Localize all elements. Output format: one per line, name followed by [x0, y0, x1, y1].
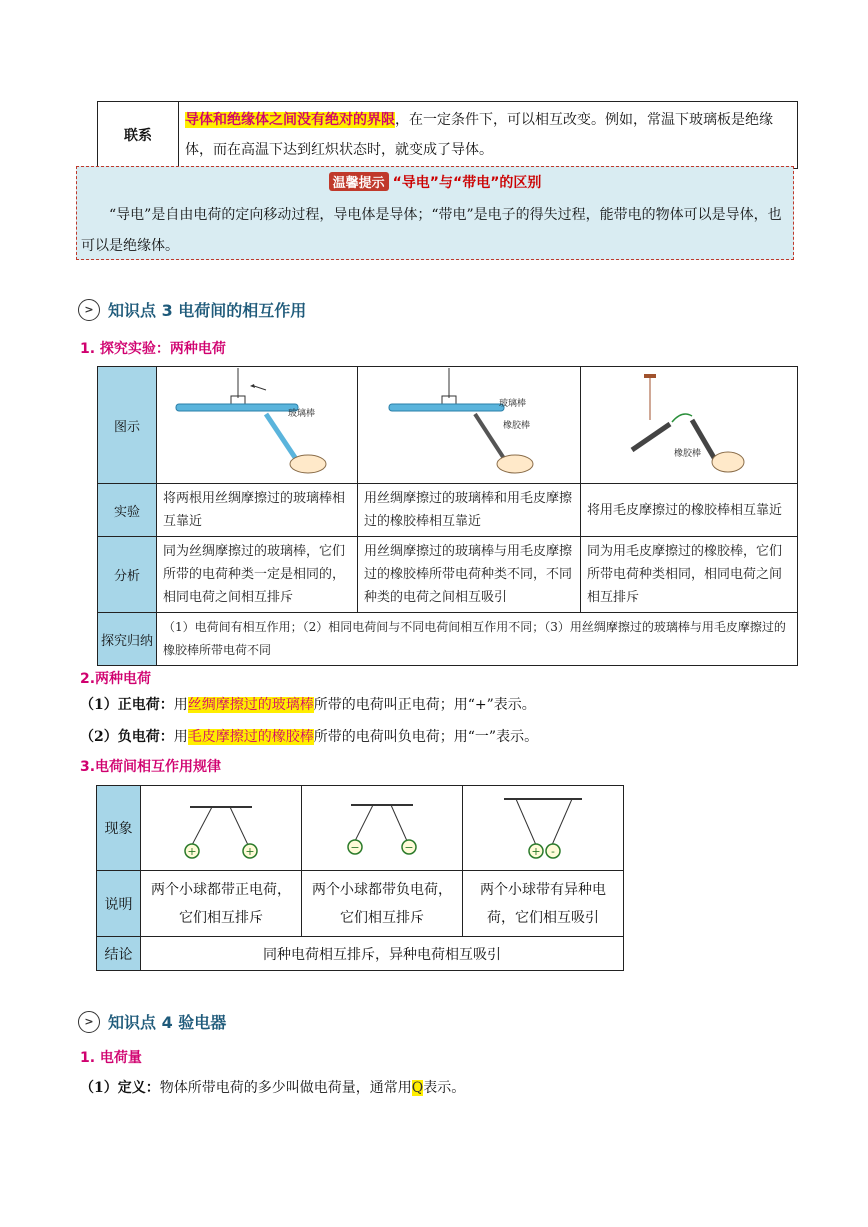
law-table — [96, 785, 624, 971]
section3-title: 知识点 3 电荷间的相互作用 — [108, 301, 307, 320]
phenomenon-opposite — [463, 786, 624, 871]
figure-cell-3 — [581, 367, 798, 484]
glass-glass-figure — [158, 368, 356, 482]
definition-line — [80, 1077, 465, 1097]
lianxi-text: ，在一定条件下，可以相互改变。例如，常温下玻璃板是绝缘体，而在高温下达到红炽状态时，就变成了导体。 — [185, 112, 773, 158]
note-negative: 两个小球都带负电荷，它们相互排斥 — [302, 871, 463, 937]
minus-icon: − — [350, 841, 360, 854]
law-label-note: 说明 — [97, 871, 141, 937]
positive-charge-line — [80, 694, 536, 714]
definition-pre: 物体所带电荷的多少叫做电荷量，通常用 — [159, 1080, 412, 1096]
law-label-phenomenon: 现象 — [97, 786, 141, 871]
definition-highlight: Q — [411, 1080, 424, 1096]
opposite-balls-figure — [464, 787, 622, 869]
figure-cell-2 — [358, 367, 581, 484]
glass-rod-label-2: 玻璃棒 — [499, 399, 527, 409]
phenomenon-positive — [141, 786, 302, 871]
definition-post: 表示。 — [423, 1080, 466, 1096]
tip-badge: 温馨提示 — [329, 172, 389, 191]
negative-pre: 用 — [173, 729, 188, 745]
conclusion-text: （1）电荷间有相互作用；（2）相同电荷间与不同电荷间相互作用不同；（3）用丝绸摩擦过的玻璃棒与用毛皮摩擦过的橡胶棒所带电荷不同 — [157, 613, 798, 666]
lianxi-highlight: 导体和绝缘体之间没有绝对的界限 — [185, 112, 395, 128]
lianxi-content — [179, 102, 798, 169]
experiment-2: 用丝绸摩擦过的玻璃棒和用毛皮摩擦过的橡胶棒相互靠近 — [358, 484, 581, 537]
plus-icon: + — [245, 845, 255, 858]
lianxi-table — [97, 101, 798, 169]
tip-title-row — [77, 172, 793, 192]
analysis-3: 同为用毛皮摩擦过的橡胶棒，它们所带电荷种类相同，相同电荷之间相互排斥 — [581, 537, 798, 613]
definition-label: （1）定义： — [80, 1080, 160, 1096]
positive-label: （1）正电荷： — [80, 697, 174, 713]
negative-post: 所带的电荷叫负电荷；用“一”表示。 — [313, 729, 539, 745]
positive-balls-figure — [142, 787, 300, 869]
section3-sub3: 3.电荷间相互作用规律 — [80, 759, 222, 775]
row-label-analysis: 分析 — [98, 537, 157, 613]
law-label-conclusion: 结论 — [97, 937, 141, 971]
section4-sub1: 1. 电荷量 — [80, 1050, 142, 1066]
negative-highlight: 毛皮摩擦过的橡胶棒 — [187, 729, 314, 745]
tip-body: “导电”是自由电荷的定向移动过程，导电体是导体；“带电”是电子的得失过程，能带电的物体可以是导体，也可以是绝缘体。 — [81, 207, 782, 254]
section-arrow-icon: > — [78, 1011, 100, 1033]
analysis-1: 同为丝绸摩擦过的玻璃棒，它们所带的电荷种类一定是相同的，相同电荷之间相互排斥 — [157, 537, 358, 613]
negative-charge-line — [80, 726, 538, 746]
tip-title: “导电”与“带电”的区别 — [392, 175, 542, 191]
experiment-table — [97, 366, 798, 666]
lianxi-label: 联系 — [98, 102, 179, 169]
section3-sub2: 2.两种电荷 — [80, 671, 152, 687]
rubber-rod-label-3: 橡胶棒 — [674, 449, 702, 459]
section3-sub1: 1. 探究实验：两种电荷 — [80, 341, 226, 357]
experiment-1: 将两根用丝绸摩擦过的玻璃棒相互靠近 — [157, 484, 358, 537]
negative-balls-figure — [303, 787, 461, 869]
row-label-figure: 图示 — [98, 367, 157, 484]
section3-heading — [78, 298, 306, 321]
phenomenon-negative — [302, 786, 463, 871]
analysis-2: 用丝绸摩擦过的玻璃棒与用毛皮摩擦过的橡胶棒所带电荷种类不同，不同种类的电荷之间相互吸引 — [358, 537, 581, 613]
rubber-rubber-figure — [582, 368, 796, 482]
law-conclusion: 同种电荷相互排斥，异种电荷相互吸引 — [141, 937, 624, 971]
row-label-conclusion: 探究归纳 — [98, 613, 157, 666]
positive-post: 所带的电荷叫正电荷；用“+”表示。 — [313, 697, 536, 713]
experiment-3: 将用毛皮摩擦过的橡胶棒相互靠近 — [581, 484, 798, 537]
glass-rod-label-1: 玻璃棒 — [288, 409, 316, 419]
rubber-rod-label-2: 橡胶棒 — [503, 421, 531, 431]
section4-heading — [78, 1010, 226, 1033]
positive-highlight: 丝绸摩擦过的玻璃棒 — [187, 697, 314, 713]
tip-box — [76, 166, 794, 260]
note-positive: 两个小球都带正电荷，它们相互排斥 — [141, 871, 302, 937]
note-opposite: 两个小球带有异种电荷，它们相互吸引 — [463, 871, 624, 937]
section-arrow-icon: > — [78, 299, 100, 321]
plus-icon: + — [531, 845, 541, 858]
minus-icon: − — [404, 841, 414, 854]
positive-pre: 用 — [173, 697, 188, 713]
minus-icon: - — [551, 845, 555, 858]
section4-title: 知识点 4 验电器 — [108, 1013, 227, 1032]
plus-icon: + — [187, 845, 197, 858]
glass-rubber-figure — [359, 368, 579, 482]
row-label-experiment: 实验 — [98, 484, 157, 537]
figure-cell-1 — [157, 367, 358, 484]
negative-label: （2）负电荷： — [80, 729, 174, 745]
